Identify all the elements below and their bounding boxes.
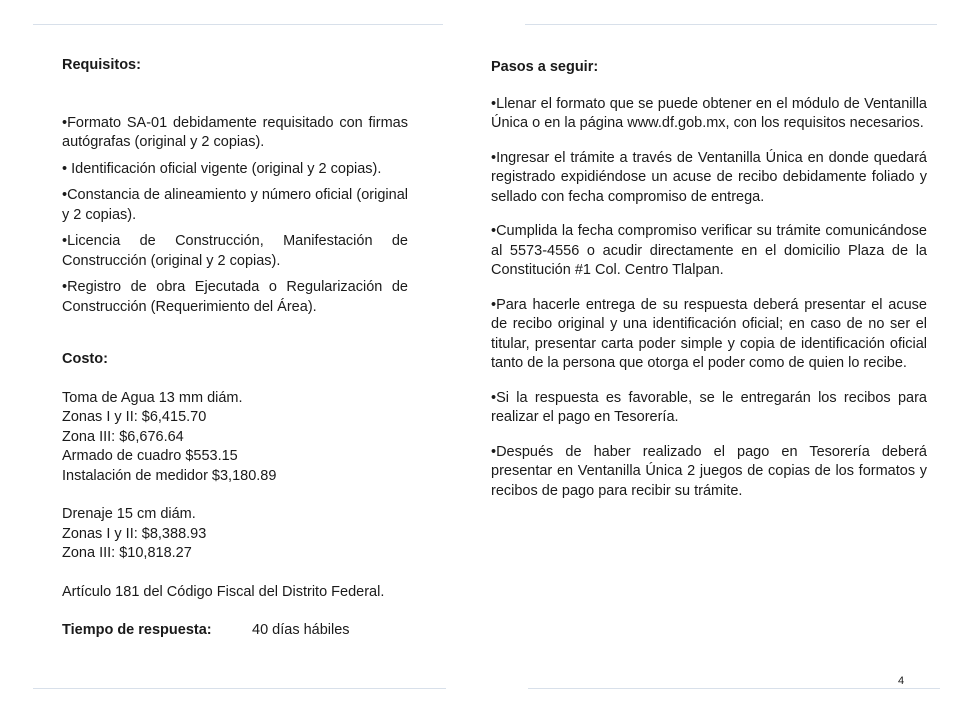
right-column — [491, 58, 927, 501]
requisito-item: •Constancia de alineamiento y número oficial (original y 2 copias). — [62, 187, 408, 223]
requisito-item: • Identificación oficial vigente (original y 2 copias). — [62, 160, 382, 177]
page-number: 4 — [898, 675, 905, 687]
tiempo-label: Tiempo de respuesta: — [62, 622, 212, 638]
paso-item: •Para hacerle entrega de su respuesta deberá presentar el acuse de recibo original y una identificación oficial; en caso de no ser el titular, presentar carta poder simple y copia de identificación oficial tanto de la persona que otorga el poder como de quien lo recibe. — [491, 296, 927, 371]
bottom-rule-right — [528, 688, 940, 689]
requisito-item: •Formato SA-01 debidamente requisitado con firmas autógrafas (original y 2 copias). — [62, 114, 408, 150]
costo-heading: Costo: — [62, 351, 108, 367]
paso-item: •Ingresar el trámite a través de Ventanilla Única en donde quedará registrado expidiéndose un acuse de recibo debidamente foliado y sellado con fecha compromiso de entrega. — [491, 149, 927, 205]
left-column — [62, 56, 408, 641]
requisito-item: •Licencia de Construcción, Manifestación de Construcción (original y 2 copias). — [62, 233, 408, 269]
requisito-item: •Registro de obra Ejecutada o Regularización de Construcción (Requerimiento del Área). — [62, 279, 408, 315]
tiempo-respuesta — [62, 621, 408, 641]
pasos-heading: Pasos a seguir: — [491, 59, 599, 75]
agua-line: Zona III: $6,676.64 — [62, 428, 184, 445]
articulo-text: Artículo 181 del Código Fiscal del Distrito Federal. — [62, 583, 385, 600]
tiempo-value: 40 días hábiles — [252, 622, 350, 638]
top-rule-right — [525, 24, 937, 25]
agua-line: Armado de cuadro $553.15 — [62, 448, 238, 464]
agua-line: Instalación de medidor $3,180.89 — [62, 467, 277, 484]
drenaje-line: Zona III: $10,818.27 — [62, 545, 192, 561]
paso-item: •Llenar el formato que se puede obtener en el módulo de Ventanilla Única o en la página www.df.gob.mx, con los requisitos necesarios. — [491, 95, 927, 131]
agua-line: Zonas I y II: $6,415.70 — [62, 409, 207, 425]
agua-line: Toma de Agua 13 mm diám. — [62, 389, 243, 406]
requisitos-heading: Requisitos: — [62, 57, 141, 73]
paso-item: •Si la respuesta es favorable, se le entregarán los recibos para realizar el pago en Tesorería. — [491, 389, 927, 425]
drenaje-line: Zonas I y II: $8,388.93 — [62, 525, 207, 542]
drenaje-line: Drenaje 15 cm diám. — [62, 506, 196, 522]
paso-item: •Después de haber realizado el pago en Tesorería deberá presentar en Ventanilla Única 2 juegos de copias de los formatos y recibos de pago para recibir su trámite. — [491, 443, 927, 499]
bottom-rule-left — [33, 688, 446, 689]
paso-item: •Cumplida la fecha compromiso verificar su trámite comunicándose al 5573-4556 o acudir directamente en el domicilio Plaza de la Constitución #1 Col. Centro Tlalpan. — [491, 223, 927, 278]
top-rule-left — [33, 24, 443, 25]
